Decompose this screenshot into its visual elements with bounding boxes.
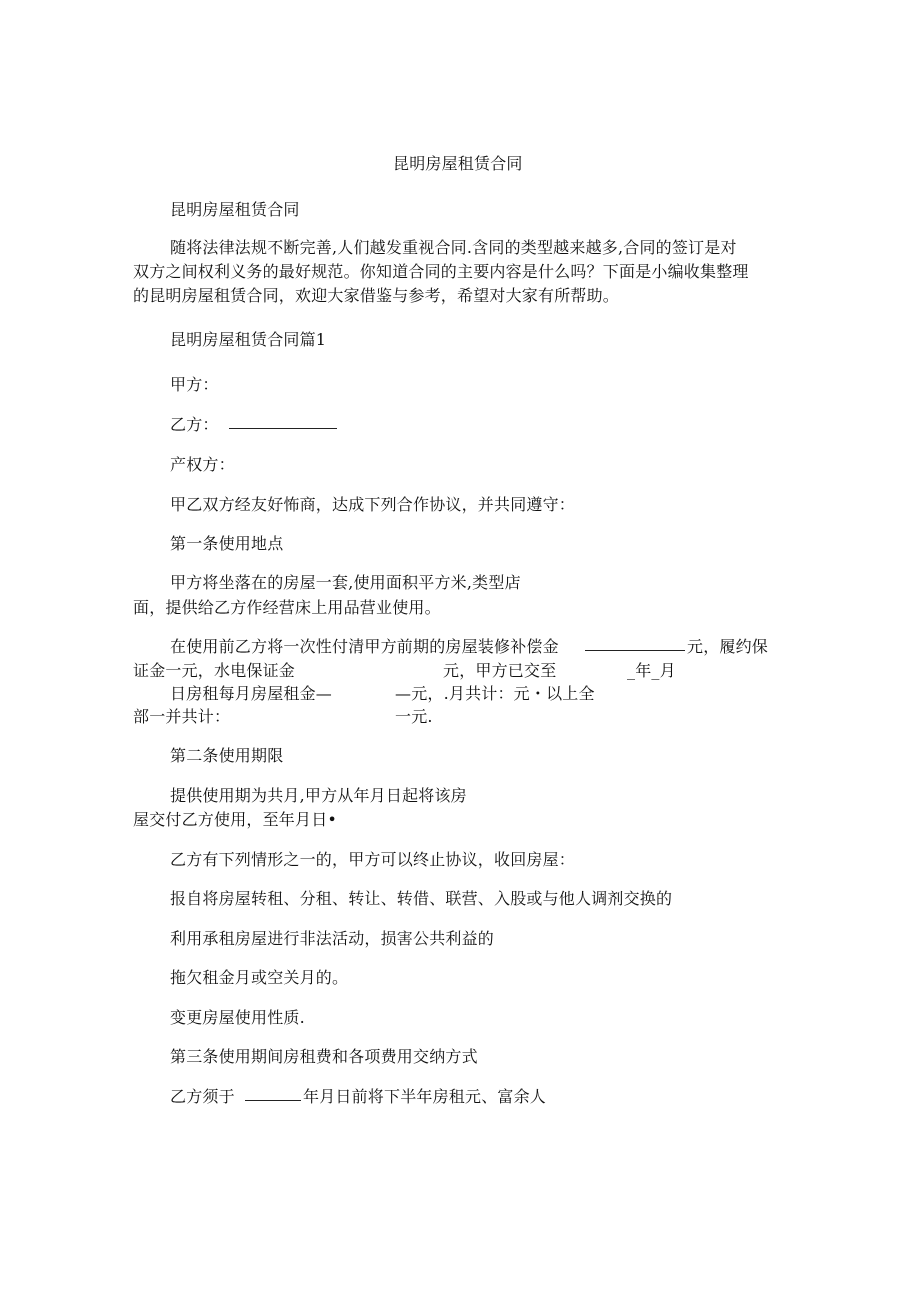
- document-title: 昆明房屋租赁合同: [393, 154, 523, 173]
- deposit-blank: [585, 636, 685, 651]
- payment-line-2c: _年_月: [627, 661, 676, 680]
- payment-line-2b: 元，甲方已交至: [443, 661, 557, 680]
- article-1-title: 第一条使用地点: [170, 534, 284, 553]
- payment-line-4a: 部一并共计：: [133, 707, 231, 726]
- article-3-title: 第三条使用期间房租费和各项费用交纳方式: [170, 1047, 478, 1066]
- payment-line-1b: 元，履约保: [687, 637, 769, 656]
- article-3-text-1a: 乙方须于: [170, 1087, 235, 1106]
- party-b-label: 乙方：: [170, 415, 219, 434]
- payment-line-1a: 在使用前乙方将一次性付清甲方前期的房屋装修补偿金: [170, 637, 559, 656]
- section-title: 昆明房屋租赁合同篇1: [170, 330, 327, 349]
- agreement-statement: 甲乙双方经友好怖商，达成下列合作协议，并共同遵守：: [170, 495, 576, 514]
- article-1-text-2: 面，提供给乙方作经营床上用品营业使用。: [133, 598, 441, 617]
- intro-line-3: 的昆明房屋租赁合同，欢迎大家借鉴与参考，希望对大家有所帮助。: [133, 286, 620, 305]
- party-b-blank: [229, 414, 337, 429]
- article-2-title: 第二条使用期限: [170, 746, 284, 765]
- document-heading: 昆明房屋租赁合同: [170, 200, 300, 219]
- termination-intro: 乙方有下列情形之一的，甲方可以终止协议，收回房屋：: [170, 850, 576, 869]
- property-owner-label: 产权方：: [170, 455, 235, 474]
- termination-item-1: 报自将房屋转租、分租、转让、转借、联营、入股或与他人调剂交换的: [170, 889, 673, 908]
- termination-item-3: 拖欠租金月或空关月的。: [170, 968, 349, 987]
- article-3-text-1b: 年月日前将下半年房租元、富余人: [303, 1087, 547, 1106]
- party-a-label: 甲方：: [170, 375, 219, 394]
- payment-line-3b: —元，.月共计：元・以上全: [395, 684, 595, 703]
- intro-line-2: 双方之间权利义务的最好规范。你知道合同的主要内容是什么吗？下面是小编收集整理: [133, 262, 749, 281]
- payment-line-4b: 一元.: [395, 707, 433, 726]
- intro-line-1: 随将法律法规不断完善,人们越发重视合同.含同的类型越来越多,合同的签订是对: [170, 238, 737, 257]
- payment-line-2a: 证金一元，水电保证金: [133, 661, 296, 680]
- article-2-text-2: 屋交付乙方使用，至年月日•: [133, 810, 338, 829]
- termination-item-2: 利用承租房屋进行非法活动，损害公共利益的: [170, 929, 495, 948]
- article-1-text-1: 甲方将坐落在的房屋一套,使用面积平方米,类型店: [170, 573, 521, 592]
- article-3-blank: [245, 1086, 301, 1101]
- termination-item-4: 变更房屋使用性质.: [170, 1008, 305, 1027]
- payment-line-3a: 日房租每月房屋租金—: [170, 684, 333, 703]
- article-2-text-1: 提供使用期为共月,甲方从年月日起将该房: [170, 786, 467, 805]
